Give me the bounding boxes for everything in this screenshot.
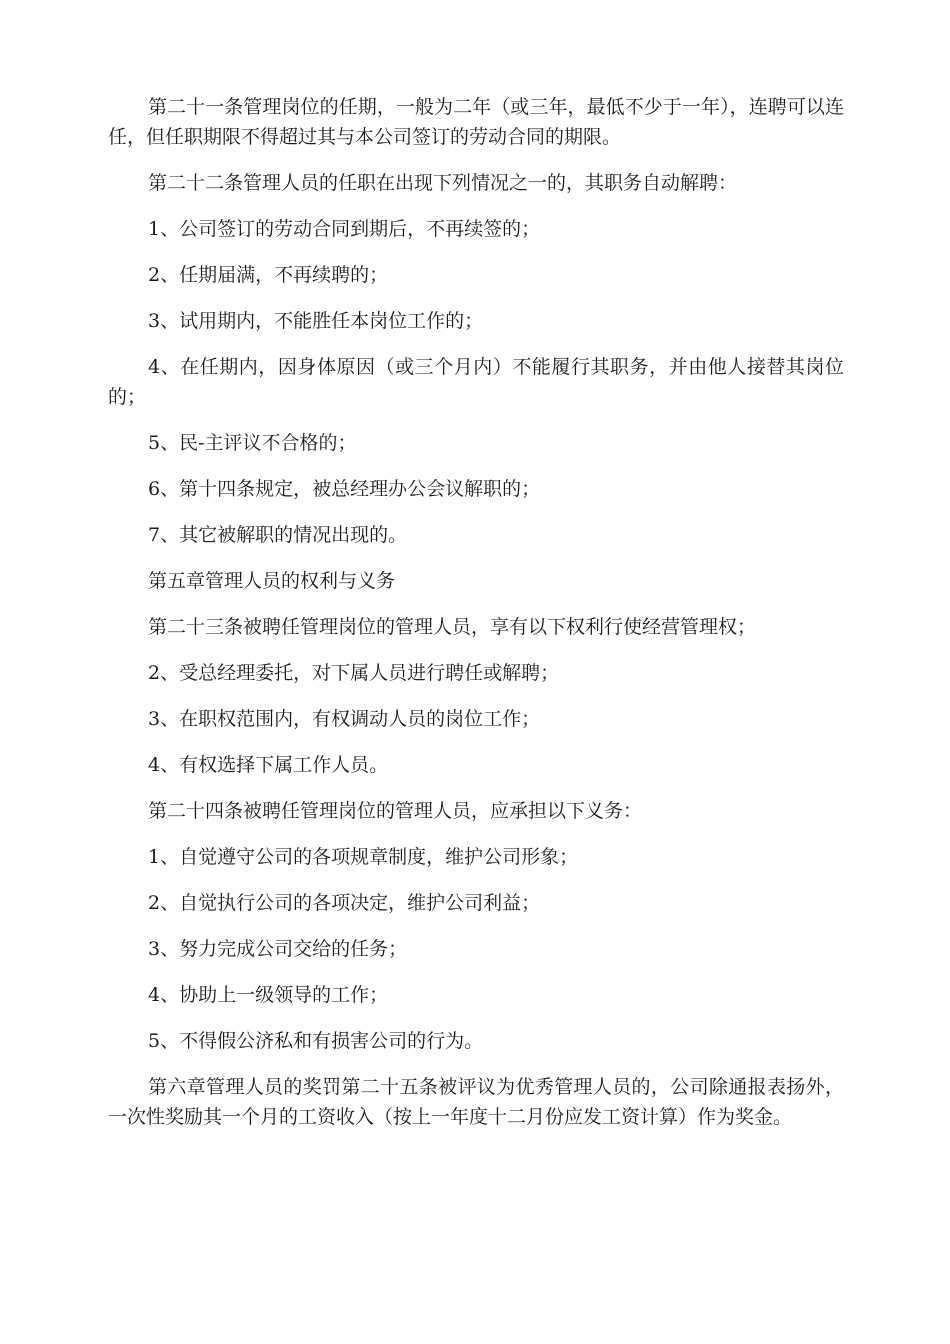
- list-item: 2、自觉执行公司的各项决定，维护公司利益；: [148, 892, 541, 914]
- list-item: 4、协助上一级领导的工作；: [148, 984, 389, 1006]
- list-item: 1、自觉遵守公司的各项规章制度，维护公司形象；: [148, 846, 579, 868]
- chapter-6-article-25: 第六章管理人员的奖罚第二十五条被评议为优秀管理人员的，公司除通报表扬外，一次性奖励其一个月的工资收入（按上一年度十二月份应发工资计算）作为奖金。: [108, 1076, 844, 1128]
- article-23: 第二十三条被聘任管理岗位的管理人员，享有以下权利行使经营管理权；: [148, 616, 757, 638]
- list-item: 4、在任期内，因身体原因（或三个月内）不能履行其职务，并由他人接替其岗位的；: [108, 356, 844, 408]
- list-item: 1、公司签订的劳动合同到期后，不再续签的；: [148, 218, 541, 240]
- list-item: 3、试用期内，不能胜任本岗位工作的；: [148, 310, 484, 332]
- article-21: 第二十一条管理岗位的任期，一般为二年（或三年，最低不少于一年），连聘可以连任，但任职期限不得超过其与本公司签订的劳动合同的期限。: [108, 96, 844, 148]
- list-item: 4、有权选择下属工作人员。: [148, 754, 389, 776]
- list-item: 2、任期届满，不再续聘的；: [148, 264, 389, 286]
- article-24: 第二十四条被聘任管理岗位的管理人员，应承担以下义务：: [148, 800, 643, 822]
- list-item: 5、不得假公济私和有损害公司的行为。: [148, 1030, 484, 1052]
- chapter-5-heading: 第五章管理人员的权利与义务: [148, 570, 396, 592]
- list-item: 6、第十四条规定，被总经理办公会议解职的；: [148, 478, 541, 500]
- article-22: 第二十二条管理人员的任职在出现下列情况之一的，其职务自动解聘：: [148, 172, 738, 194]
- list-item: 2、受总经理委托，对下属人员进行聘任或解聘；: [148, 662, 560, 684]
- list-item: 5、民-主评议不合格的；: [148, 432, 357, 454]
- list-item: 7、其它被解职的情况出现的。: [148, 524, 408, 546]
- document-page: [108, 92, 844, 1148]
- list-item: 3、努力完成公司交给的任务；: [148, 938, 408, 960]
- list-item: 3、在职权范围内，有权调动人员的岗位工作；: [148, 708, 541, 730]
